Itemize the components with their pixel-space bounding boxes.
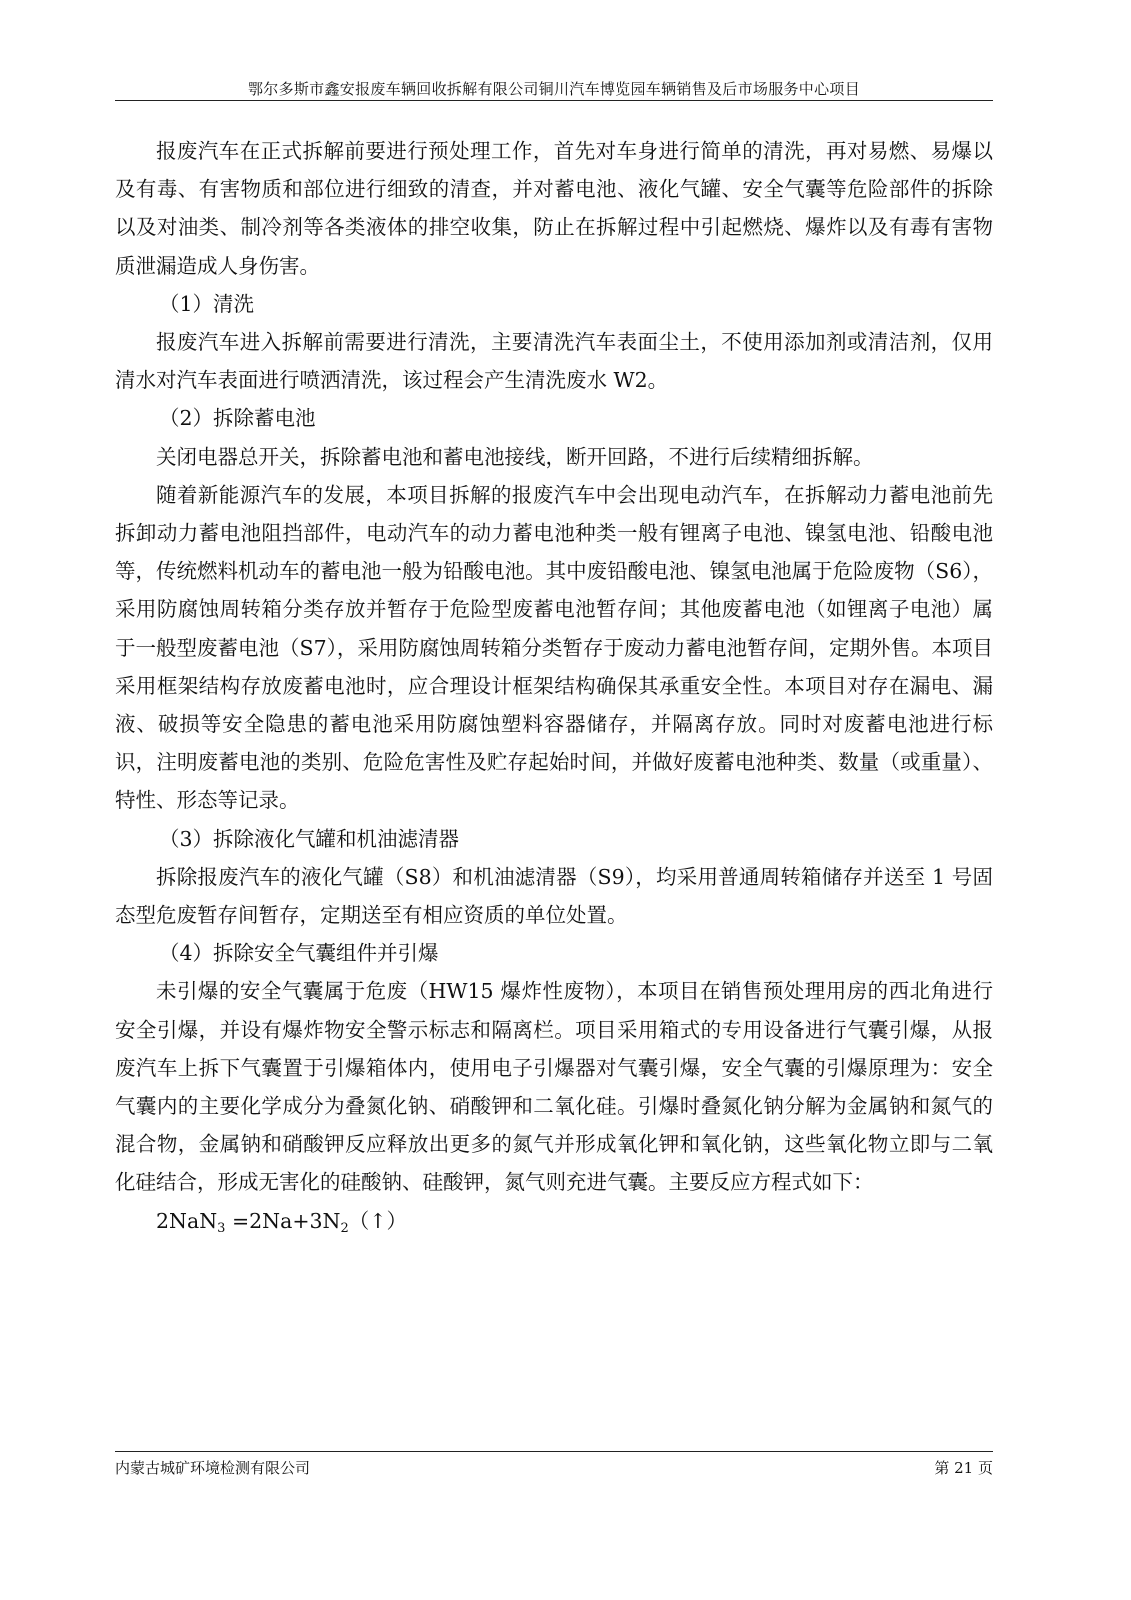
page-header-title: 鄂尔多斯市鑫安报废车辆回收拆解有限公司铜川汽车博览园车辆销售及后市场服务中心项目 [247,80,860,98]
equation-subscript-3: 3 [217,1220,226,1236]
reaction-equation [115,1202,993,1248]
header-divider [115,100,993,101]
paragraph-pretreatment-intro: 报废汽车在正式拆解前要进行预处理工作，首先对车身进行简单的清洗，再对易燃、易爆以及有毒、有害物质和部位进行细致的清查，并对蓄电池、液化气罐、安全气囊等危险部件的拆除以及对油类、制冷剂等各类液体的排空收集，防止在拆解过程中引起燃烧、爆炸以及有毒有害物质泄漏造成人身伤害。 [115,139,993,278]
document-body [115,132,993,1248]
footer-company: 内蒙古城矿环境检测有限公司 [115,1459,311,1477]
section-heading-battery: （2）拆除蓄电池 [159,406,316,431]
equation-gas-arrow: （↑） [348,1208,407,1233]
footer-page-number: 第 21 页 [934,1459,993,1477]
section-heading-airbag: （4）拆除安全气囊组件并引爆 [159,941,439,966]
section-heading-cleaning: （1）清洗 [159,291,255,316]
paragraph-battery-switch: 关闭电器总开关，拆除蓄电池和蓄电池接线，断开回路，不进行后续精细拆解。 [156,444,874,469]
section-heading-gas-tank-filter: （3）拆除液化气罐和机油滤清器 [159,826,460,851]
paragraph-battery-storage: 随着新能源汽车的发展，本项目拆解的报废汽车中会出现电动汽车，在拆解动力蓄电池前先拆卸动力蓄电池阻挡部件，电动汽车的动力蓄电池种类一般有锂离子电池、镍氢电池、铅酸电池等，传统燃料机动车的蓄电池一般为铅酸电池。其中废铅酸电池、镍氢电池属于危险废物（S6），采用防腐蚀周转箱分类存放并暂存于危险型废蓄电池暂存间；其他废蓄电池（如锂离子电池）属于一般型废蓄电池（S7），采用防腐蚀周转箱分类暂存于废动力蓄电池暂存间，定期外售。本项目采用框架结构存放废蓄电池时，应合理设计框架结构确保其承重安全性。本项目对存在漏电、漏液、破损等安全隐患的蓄电池采用防腐蚀塑料容器储存，并隔离存放。同时对废蓄电池进行标识，注明废蓄电池的类别、危险危害性及贮存起始时间，并做好废蓄电池种类、数量（或重量）、特性、形态等记录。 [115,482,993,813]
equation-part-products: =2Na+3N [225,1208,341,1233]
footer-divider [115,1451,993,1452]
paragraph-gas-tank-filter: 拆除报废汽车的液化气罐（S8）和机油滤清器（S9），均采用普通周转箱储存并送至 1 号固态型危废暂存间暂存，定期送至有相应资质的单位处置。 [115,864,993,928]
paragraph-cleaning: 报废汽车进入拆解前需要进行清洗，主要清洗汽车表面尘土，不使用添加剂或清洁剂，仅用清水对汽车表面进行喷洒清洗，该过程会产生清洗废水 W2。 [115,330,993,393]
equation-part-reactant: 2NaN [156,1208,218,1233]
equation-subscript-2: 2 [340,1220,349,1236]
paragraph-airbag: 未引爆的安全气囊属于危废（HW15 爆炸性废物），本项目在销售预处理用房的西北角进行安全引爆，并设有爆炸物安全警示标志和隔离栏。项目采用箱式的专用设备进行气囊引爆，从报废汽车上拆下气囊置于引爆箱体内，使用电子引爆器对气囊引爆，安全气囊的引爆原理为：安全气囊内的主要化学成分为叠氮化钠、硝酸钾和二氧化硅。引爆时叠氮化钠分解为金属钠和氮气的混合物，金属钠和硝酸钾反应释放出更多的氮气并形成氧化钾和氧化钠，这些氧化物立即与二氧化硅结合，形成无害化的硅酸钠、硅酸钾，氮气则充进气囊。主要反应方程式如下： [115,979,993,1195]
